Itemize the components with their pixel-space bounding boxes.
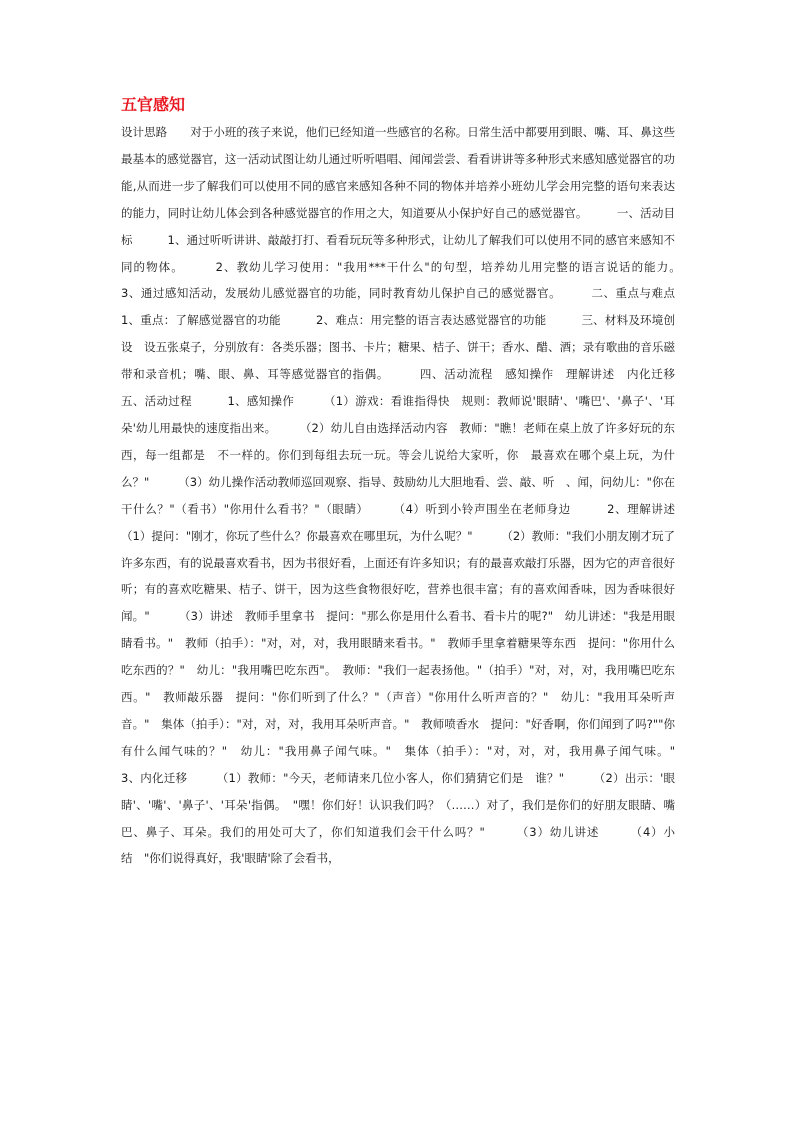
- document-body: 设计思路 对于小班的孩子来说，他们已经知道一些感官的名称。日常生活中都要用到眼、嘴、耳、鼻这些最基本的感觉器官，这一活动试图让幼儿通过听听唱唱、闻闻尝尝、看看讲讲等多种形式来感知感觉器官的功能,从而进一步了解我们可以使用不同的感官来感知各种不同的物体并培养小班幼儿学会用完整的语句来表达的能力，同时让幼儿体会到各种感觉器官的作用之大，知道要从小保护好自己的感觉器官。 一、活动目标 1、通过听听讲讲、敲敲打打、看看玩玩等多种形式，让幼儿了解我们可以使用不同的感官来感知不同的物体。 2、教幼儿学习使用："我用***干什么"的句型，培养幼儿用完整的语言说话的能力。 3、通过感知活动，发展幼儿感觉器官的功能，同时教育幼儿保护自己的感觉器官。 二、重点与难点 1、重点：了解感觉器官的功能 2、难点：用完整的语言表达感觉器官的功能 三、材料及环境创设 设五张桌子，分别放有：各类乐器；图书、卡片；糖果、桔子、饼干；香水、醋、酒；录有歌曲的音乐磁带和录音机；嘴、眼、鼻、耳等感觉器官的指偶。 四、活动流程 感知操作 理解讲述 内化迁移 五、活动过程 1、感知操作 （1）游戏：看谁指得快 规则：教师说'眼睛'、'嘴巴'、'鼻子'、'耳朵'幼儿用最快的速度指出来。 （2）幼儿自由选择活动内容 教师："瞧！老师在桌上放了许多好玩的东西，每一组都是 不一样的。你们到每组去玩一玩。等会儿说给大家听，你 最喜欢在哪个桌上玩，为什么？" （3）幼儿操作活动教师巡回观察、指导、鼓励幼儿大胆地看、尝、敲、听 、闻，问幼儿："你在干什么？"（看书）"你用什么看书？"（眼睛） （4）听到小铃声围坐在老师身边 2、理解讲述 （1）提问："刚才，你玩了些什么？你最喜欢在哪里玩，为什么呢？" （2）教师："我们小朋友刚才玩了许多东西，有的说最喜欢看书，因为书很好看，上面还有许多知识；有的最喜欢敲打乐器，因为它的声音很好听；有的喜欢吃糖果、桔子、饼干，因为这些食物很好吃，营养也很丰富；有的喜欢闻香味，因为香味很好闻。" （3）讲述 教师手里拿书 提问："那么你是用什么看书、看卡片的呢?" 幼儿讲述："我是用眼睛看书。" 教师（拍手）："对，对，对，我用眼睛来看书。" 教师手里拿着糖果等东西 提问："你用什么吃东西的？" 幼儿："我用嘴巴吃东西"。 教师："我们一起表扬他。"（拍手）"对，对，对，我用嘴巴吃东西。" 教师敲乐器 提问："你们听到了什么？"（声音）"你用什么听声音的？" 幼儿："我用耳朵听声音。" 集体（拍手）："对，对，对，我用耳朵听声音。" 教师喷香水 提问："好香啊，你们闻到了吗?""你有什么闻气味的？" 幼儿："我用鼻子闻气味。" 集体（拍手）："对，对，对，我用鼻子闻气味。" 3、内化迁移 （1）教师："今天，老师请来几位小客人，你们猜猜它们是 谁？" （2）出示：'眼睛'、'嘴'、'鼻子'、'耳朵'指偶。 "嘿！你们好！认识我们吗？（……）对了，我们是你们的好朋友眼睛、嘴巴、鼻子、耳朵。我们的用处可大了，你们知道我们会干什么吗？" （3）幼儿讲述 （4）小结 "你们说得真好，我'眼睛'除了会看书，: [121, 125, 710, 866]
- document-title: 五官感知: [121, 95, 186, 114]
